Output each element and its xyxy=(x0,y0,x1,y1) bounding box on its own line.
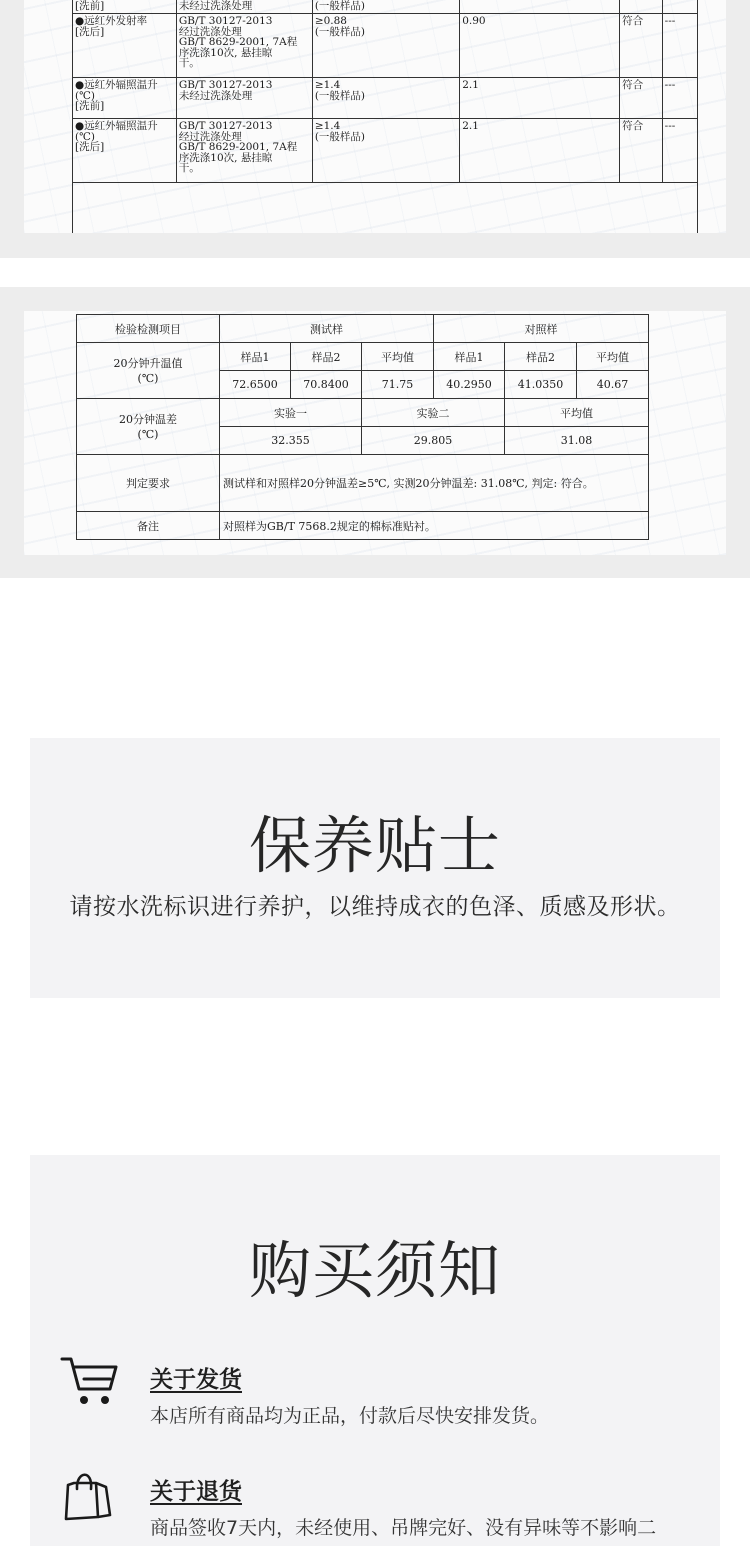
rise-label: 20分钟升温值 (℃) xyxy=(77,343,220,399)
cell-remark xyxy=(662,0,697,14)
cell-remark: --- xyxy=(662,78,697,119)
diff-label: 20分钟温差 (℃) xyxy=(77,399,220,455)
cell-result: 2.1 xyxy=(460,119,620,183)
far-infrared-table xyxy=(72,0,698,233)
diff-header-average: 平均值 xyxy=(505,399,649,427)
diff-header-exp2: 实验二 xyxy=(362,399,505,427)
cell-requirement: (一般样品) xyxy=(312,0,459,14)
cell-result: 2.1 xyxy=(460,78,620,119)
report-panel-2 xyxy=(0,287,750,578)
note-label: 备注 xyxy=(77,512,220,540)
cell-remark: --- xyxy=(662,14,697,78)
table-row xyxy=(73,119,698,183)
care-tips-text: 请按水洗标识进行养护，以维持成衣的色泽、质感及形状。 xyxy=(69,894,681,920)
report-panel-1 xyxy=(0,0,750,258)
cell-result: 0.90 xyxy=(460,14,620,78)
value-cell: 31.08 xyxy=(505,427,649,455)
value-cell: 41.0350 xyxy=(505,371,577,399)
shopping-bag-icon xyxy=(60,1467,120,1521)
table-row xyxy=(77,399,649,427)
table-row xyxy=(77,343,649,371)
cell-method: 未经过洗涤处理 xyxy=(176,0,312,14)
cell-requirement: ≥1.4 (一般样品) xyxy=(312,119,459,183)
cart-icon xyxy=(60,1355,120,1409)
subheader-sample2: 样品2 xyxy=(505,343,577,371)
cell-item: [洗前] xyxy=(73,0,177,14)
table-row xyxy=(77,315,649,343)
note-text: 对照样为GB/T 7568.2规定的棉标准贴衬。 xyxy=(220,512,649,540)
purchase-notice-card xyxy=(30,1155,720,1546)
cell-judgement: 符合 xyxy=(620,14,663,78)
cell-method: GB/T 30127-2013 经过洗涤处理 GB/T 8629-2001, 7A程 序洗涤10次, 悬挂晾 干。 xyxy=(176,14,312,78)
table-row xyxy=(73,183,698,234)
report-sheet-2 xyxy=(24,311,726,555)
cell-method: GB/T 30127-2013 经过洗涤处理 GB/T 8629-2001, 7A程 序洗涤10次, 悬挂晾 干。 xyxy=(176,119,312,183)
value-cell: 40.2950 xyxy=(434,371,505,399)
subheader-average: 平均值 xyxy=(362,343,434,371)
cell-requirement: ≥1.4 (一般样品) xyxy=(312,78,459,119)
diff-header-exp1: 实验一 xyxy=(220,399,362,427)
return-notice-text: 商品签收7天内，未经使用、吊牌完好、没有异味等不影响二 xyxy=(150,1517,657,1539)
subheader-sample1: 样品1 xyxy=(220,343,291,371)
cell-judgement: 符合 xyxy=(620,78,663,119)
table-row xyxy=(73,0,698,14)
subheader-sample1: 样品1 xyxy=(434,343,505,371)
table-row xyxy=(73,14,698,78)
temperature-rise-table xyxy=(76,314,649,540)
table-row xyxy=(77,455,649,512)
cell-judgement: 符合 xyxy=(620,119,663,183)
shipping-notice-text: 本店所有商品均为正品，付款后尽快安排发货。 xyxy=(150,1405,550,1427)
empty-cell xyxy=(73,183,698,234)
requirement-text: 测试样和对照样20分钟温差≥5℃, 实测20分钟温差: 31.08℃, 判定: 符合。 xyxy=(220,455,649,512)
report-sheet-1 xyxy=(24,0,726,233)
subheader-sample2: 样品2 xyxy=(291,343,362,371)
care-tips-title: 保养贴士 xyxy=(248,809,501,882)
header-control-sample: 对照样 xyxy=(434,315,649,343)
table-row xyxy=(77,512,649,540)
cell-item: ●远红外发射率 [洗后] xyxy=(73,14,177,78)
cell-judgement xyxy=(620,0,663,14)
value-cell: 32.355 xyxy=(220,427,362,455)
cell-result xyxy=(460,0,620,14)
purchase-notice-title: 购买须知 xyxy=(248,1234,501,1307)
cell-item: ●远红外辐照温升 (℃) [洗前] xyxy=(73,78,177,119)
table-row xyxy=(73,78,698,119)
value-cell: 40.67 xyxy=(577,371,649,399)
header-item: 检验检测项目 xyxy=(77,315,220,343)
value-cell: 72.6500 xyxy=(220,371,291,399)
value-cell: 29.805 xyxy=(362,427,505,455)
care-tips-card xyxy=(30,738,720,998)
requirement-label: 判定要求 xyxy=(77,455,220,512)
return-notice-title: 关于退货 xyxy=(150,1479,242,1505)
cell-remark: --- xyxy=(662,119,697,183)
cell-requirement: ≥0.88 (一般样品) xyxy=(312,14,459,78)
value-cell: 71.75 xyxy=(362,371,434,399)
value-cell: 70.8400 xyxy=(291,371,362,399)
cell-item: ●远红外辐照温升 (℃) [洗后] xyxy=(73,119,177,183)
header-test-sample: 测试样 xyxy=(220,315,434,343)
subheader-average: 平均值 xyxy=(577,343,649,371)
shipping-notice-title: 关于发货 xyxy=(150,1367,242,1393)
cell-method: GB/T 30127-2013 未经过洗涤处理 xyxy=(176,78,312,119)
